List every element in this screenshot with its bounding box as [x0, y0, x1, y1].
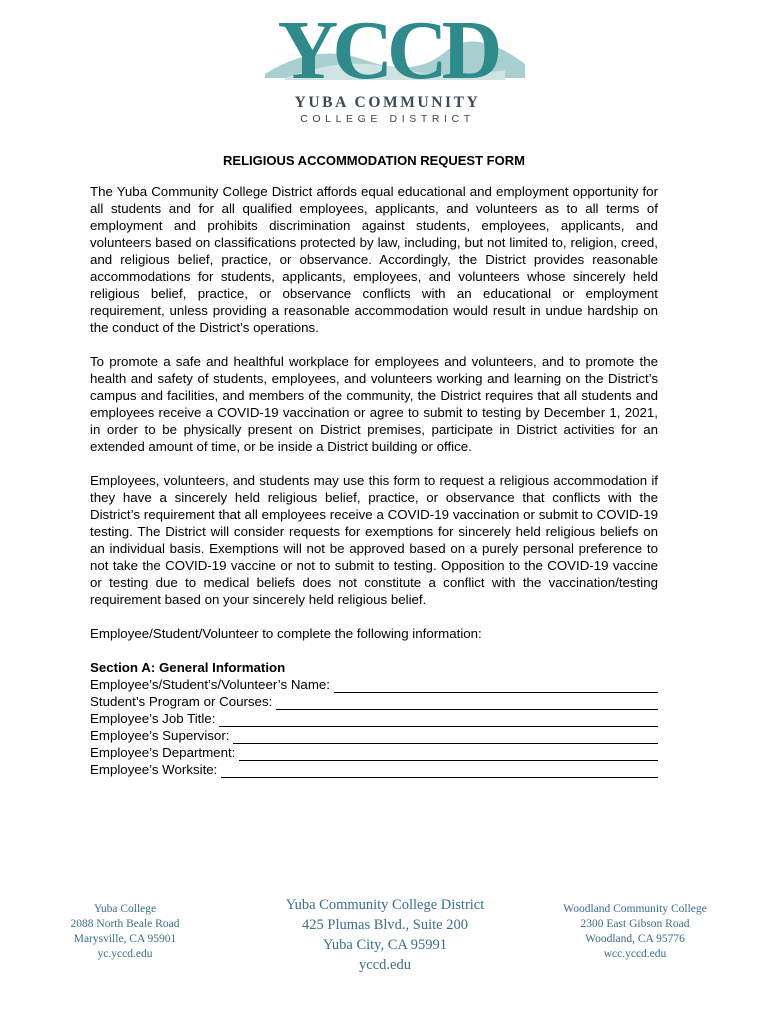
field-name-input[interactable]: [334, 678, 658, 693]
paragraph-covid-requirement: To promote a safe and healthful workplace for employees and volunteers, and to promote the health and safety of students, employees, and volunteers working and learning on the District’s campus and facilities, and members of the community, the District requires that all students and employees receive a COVID-19 vaccination or agree to submit to testing by December 1, 2021, in order to be physically present on District premises, participate in District activities for an extended amount of time, or be inside a District building or office.: [90, 354, 658, 454]
footer-right-city: Woodland, CA 95776: [585, 933, 685, 945]
footer-yuba-college: [55, 902, 195, 962]
footer-district: [270, 895, 500, 975]
field-job-title: [90, 710, 658, 727]
field-supervisor: [90, 727, 658, 744]
yccd-logo-mark: [245, 12, 530, 92]
footer-left-street: 2088 North Beale Road: [70, 918, 180, 930]
logo-subname: COLLEGE DISTRICT: [300, 113, 475, 125]
footer-left-name: Yuba College: [93, 903, 157, 915]
footer-left-website[interactable]: yc.yccd.edu: [97, 948, 153, 960]
field-department-label: Employee’s Department:: [90, 745, 236, 760]
field-department-input[interactable]: [239, 746, 658, 761]
field-program-input[interactable]: [276, 695, 658, 710]
footer-center-website[interactable]: yccd.edu: [359, 957, 411, 973]
footer-left-city: Marysville, CA 95901: [73, 933, 177, 945]
field-supervisor-label: Employee’s Supervisor:: [90, 728, 230, 743]
footer-center-street: 425 Plumas Blvd., Suite 200: [302, 917, 468, 933]
field-program-label: Student’s Program or Courses:: [90, 694, 273, 709]
field-worksite-input[interactable]: [221, 763, 658, 778]
paragraph-policy: The Yuba Community College District affords equal educational and employment opportunity for all students and for all qualified employees, applicants, and volunteers as to all terms of employment and prohibits discrimination against students, employees, applicants, and volunteers based on classifications protected by law, including, but not limited to, religion, creed, and religious belief, practice, or observance. Accordingly, the District provides reasonable accommodations for students, applicants, employees, and volunteers whose sincerely held religious belief, practice, or observance conflicts with an educational or employment requirement, unless providing a reasonable accommodation would result in undue hardship on the conduct of the District’s operations.: [90, 184, 658, 335]
paragraph-exemption: Employees, volunteers, and students may use this form to request a religious accommodation if they have a sincerely held religious belief, practice, or observance that conflicts with the District’s requirement that all employees receive a COVID-19 vaccination or submit to COVID-19 testing. The District will consider requests for exemptions for sincerely held religious beliefs on an individual basis. Exemptions will not be approved based on a purely personal preference to not take the COVID-19 vaccine or not to submit to testing. Opposition to the COVID-19 vaccine or testing due to medical beliefs does not constitute a conflict with the vaccination/testing requirement based on your sincerely held religious belief.: [90, 473, 658, 607]
field-name-label: Employee’s/Student’s/Volunteer’s Name:: [90, 677, 330, 692]
footer-center-city: Yuba City, CA 95991: [323, 937, 447, 953]
footer-center-name: Yuba Community College District: [285, 897, 485, 913]
logo-name: YUBA COMMUNITY: [294, 94, 481, 111]
field-job-title-label: Employee’s Job Title:: [90, 711, 216, 726]
footer-right-website[interactable]: wcc.yccd.edu: [603, 948, 667, 960]
section-a-title: Section A: General Information: [90, 660, 286, 675]
footer-right-street: 2300 East Gibson Road: [580, 918, 690, 930]
field-program: [90, 693, 658, 710]
field-job-title-input[interactable]: [219, 712, 658, 727]
field-worksite: [90, 761, 658, 778]
footer-right-name: Woodland Community College: [563, 903, 707, 915]
instruction-text: Employee/Student/Volunteer to complete the following information:: [90, 626, 482, 641]
field-worksite-label: Employee’s Worksite:: [90, 762, 218, 777]
yccd-logo: [245, 12, 530, 130]
footer-woodland-college: [550, 902, 720, 962]
form-content: [90, 152, 658, 778]
logo-letters: YCCD: [277, 12, 497, 92]
field-supervisor-input[interactable]: [233, 729, 658, 744]
field-name: [90, 676, 658, 693]
form-title: RELIGIOUS ACCOMMODATION REQUEST FORM: [223, 153, 525, 168]
field-department: [90, 744, 658, 761]
